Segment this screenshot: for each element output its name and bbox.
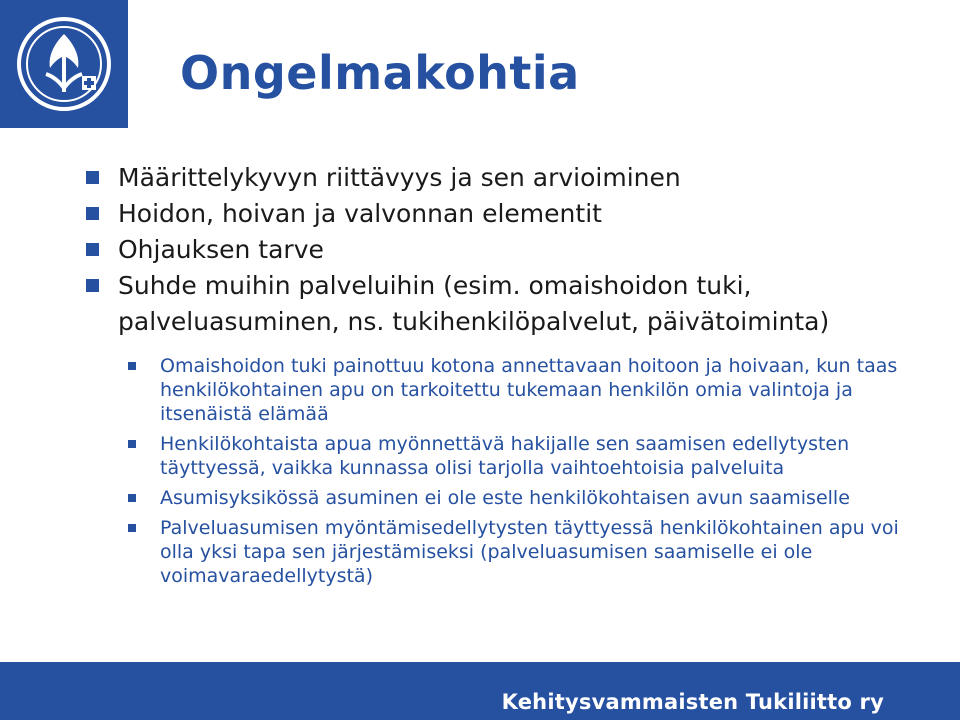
list-item-text: Hoidon, hoivan ja valvonnan elementit bbox=[118, 199, 602, 228]
square-bullet-icon bbox=[86, 279, 99, 292]
square-bullet-icon bbox=[86, 171, 99, 184]
small-square-bullet-icon bbox=[128, 440, 136, 448]
list-item bbox=[86, 160, 906, 196]
small-square-bullet-icon bbox=[128, 524, 136, 532]
sub-list-item-text: Henkilökohtaista apua myönnettävä hakijalle sen saamisen edellytysten täyttyessä, vaikka kunnassa olisi tarjolla vaihtoehtoisia palveluita bbox=[160, 433, 850, 479]
logo bbox=[0, 0, 128, 128]
list-item bbox=[86, 268, 906, 340]
sub-list-item-text: Palveluasumisen myöntämisedellytysten täyttyessä henkilökohtainen apu voi olla yksi tapa sen järjestämiseksi (palveluasumisen saamiselle ei ole voimavaraedellytystä) bbox=[160, 517, 899, 587]
organization-logo-icon bbox=[10, 10, 118, 118]
sub-list-item bbox=[86, 432, 906, 480]
sub-list-item bbox=[86, 486, 906, 510]
list-item-text: Määrittelykyvyn riittävyys ja sen arvioiminen bbox=[118, 163, 681, 192]
sub-list-item bbox=[86, 516, 906, 588]
bullet-list bbox=[86, 160, 906, 588]
page-title: Ongelmakohtia bbox=[180, 46, 580, 100]
square-bullet-icon bbox=[86, 207, 99, 220]
sub-list-item bbox=[86, 354, 906, 426]
small-square-bullet-icon bbox=[128, 494, 136, 502]
list-item bbox=[86, 196, 906, 232]
list-item bbox=[86, 232, 906, 268]
sub-list-item-text: Omaishoidon tuki painottuu kotona annettavaan hoitoon ja hoivaan, kun taas henkilökohtainen apu on tarkoitettu tukemaan henkilön omia valintoja ja itsenäistä elämää bbox=[160, 355, 898, 425]
footer-bar bbox=[0, 662, 960, 720]
list-item-text: Suhde muihin palveluihin (esim. omaishoidon tuki, palveluasuminen, ns. tukihenkilöpalvelut, päivätoiminta) bbox=[118, 271, 830, 336]
organization-name: Kehitysvammaisten Tukiliitto ry bbox=[501, 690, 884, 714]
small-square-bullet-icon bbox=[128, 362, 136, 370]
list-item-text: Ohjauksen tarve bbox=[118, 235, 324, 264]
sub-list-item-text: Asumisyksikössä asuminen ei ole este henkilökohtaisen avun saamiselle bbox=[160, 487, 850, 509]
square-bullet-icon bbox=[86, 243, 99, 256]
